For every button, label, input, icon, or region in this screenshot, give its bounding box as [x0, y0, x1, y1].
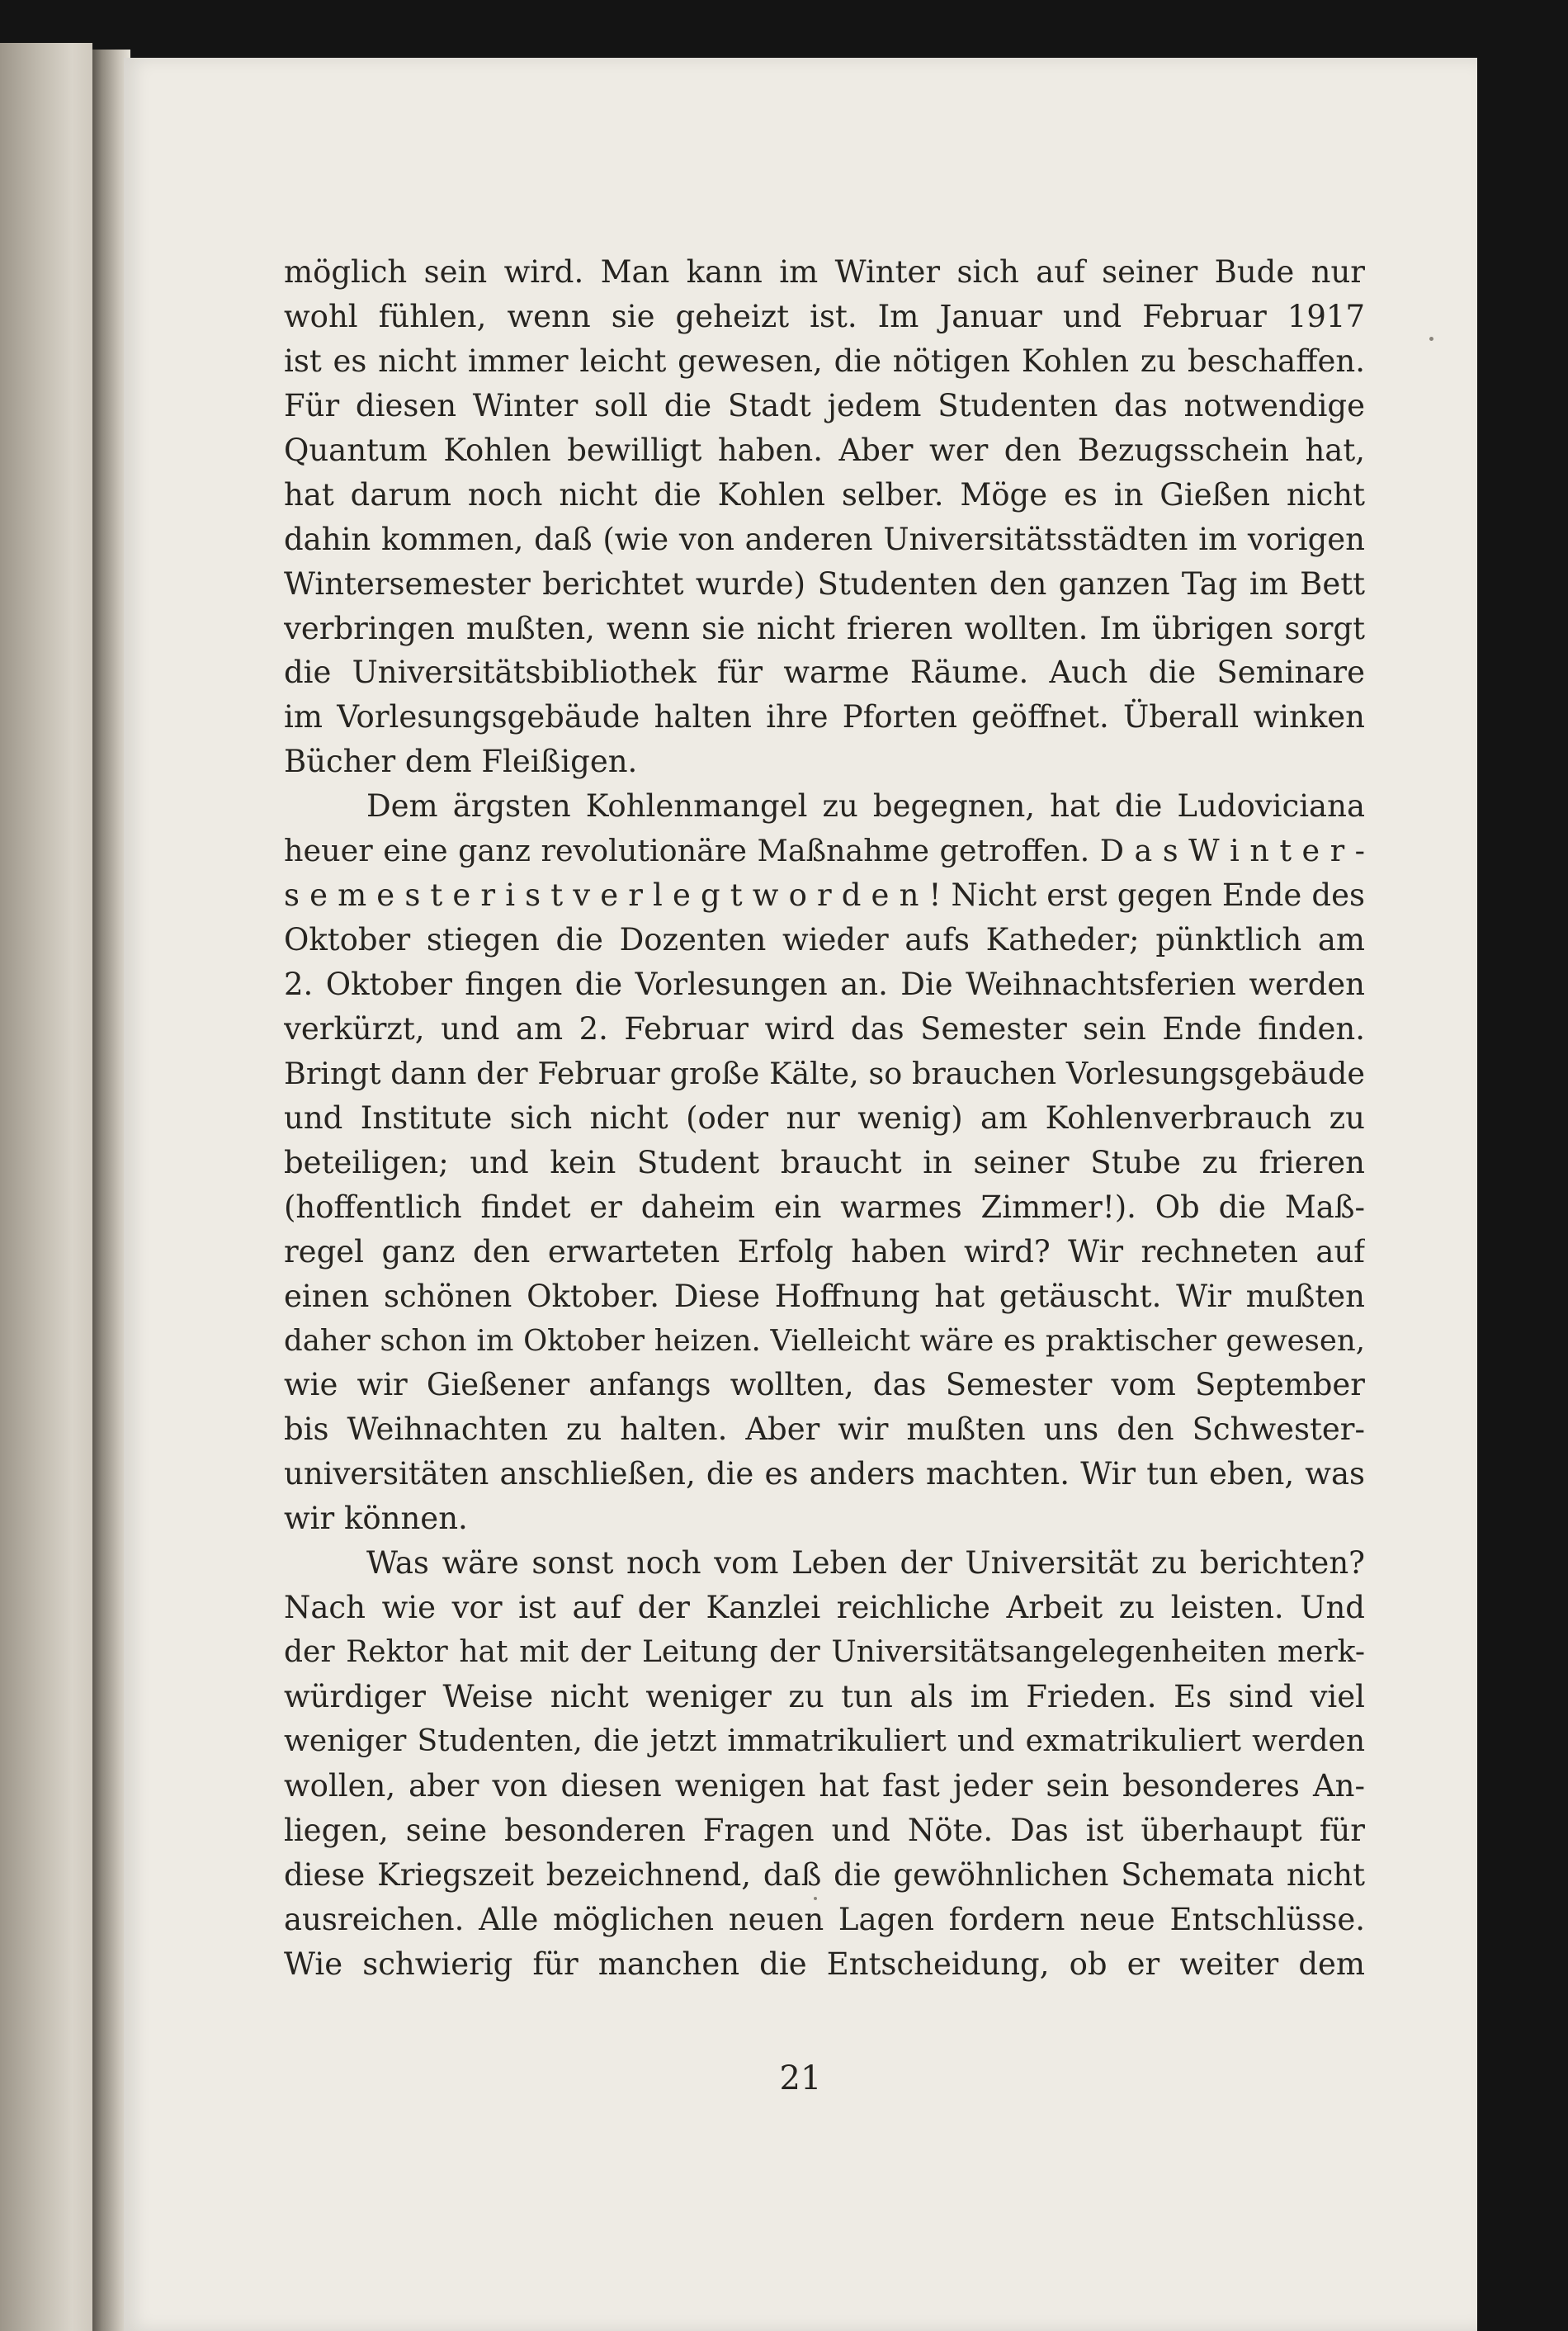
text-line: Oktober stiegen die Dozenten wieder aufs Katheder; pünktlich am	[284, 922, 1365, 958]
text-line: einen schönen Oktober. Diese Hoffnung hat getäuscht. Wir mußten	[284, 1278, 1365, 1314]
text-line: universitäten anschließen, die es anders machten. Wir tun eben, was	[284, 1456, 1365, 1492]
text-line: heuer eine ganz revolutionäre Maßnahme getroffen. D a s W i n t e r -	[284, 833, 1365, 869]
text-line: Bringt dann der Februar große Kälte, so brauchen Vorlesungsgebäude	[284, 1055, 1365, 1091]
text-line: beteiligen; und kein Student braucht in seiner Stube zu frieren	[284, 1144, 1365, 1180]
text-line: ist es nicht immer leicht gewesen, die nötigen Kohlen zu beschaffen.	[284, 343, 1365, 379]
text-line: bis Weihnachten zu halten. Aber wir mußten uns den Schwester-	[284, 1411, 1365, 1448]
text-line: wollen, aber von diesen wenigen hat fast jeder sein besonderes An-	[284, 1767, 1365, 1804]
body-text	[284, 250, 1365, 1987]
text-line: hat darum noch nicht die Kohlen selber. Möge es in Gießen nicht	[284, 476, 1365, 513]
text-line: verkürzt, und am 2. Februar wird das Semester sein Ende finden.	[284, 1010, 1365, 1047]
page-speck	[1429, 337, 1433, 341]
left-page-edge	[0, 43, 92, 2331]
text-line: Wie schwierig für manchen die Entscheidung, ob er weiter dem	[284, 1946, 1365, 1982]
text-line: wohl fühlen, wenn sie geheizt ist. Im Januar und Februar 1917	[284, 298, 1365, 334]
text-line: Quantum Kohlen bewilligt haben. Aber wer den Bezugsschein hat,	[284, 432, 1365, 468]
page-number: 21	[779, 2059, 822, 2097]
text-line: würdiger Weise nicht weniger zu tun als im Frieden. Es sind viel	[284, 1679, 1365, 1714]
text-line: dahin kommen, daß (wie von anderen Universitätsstädten im vorigen	[284, 521, 1365, 557]
text-line: möglich sein wird. Man kann im Winter sich auf seiner Bude nur	[284, 254, 1365, 290]
text-line: weniger Studenten, die jetzt immatrikuliert und exmatrikuliert werden	[284, 1723, 1365, 1758]
text-line: der Rektor hat mit der Leitung der Universitätsangelegenheiten merk-	[284, 1635, 1365, 1670]
book-page	[124, 58, 1477, 2331]
text-line: wir können.	[284, 1501, 468, 1537]
text-line: verbringen mußten, wenn sie nicht frieren wollten. Im übrigen sorgt	[284, 610, 1365, 646]
text-line: Bücher dem Fleißigen.	[284, 744, 638, 780]
text-line: liegen, seine besonderen Fragen und Nöte. Das ist überhaupt für	[284, 1812, 1365, 1848]
text-line: die Universitätsbibliothek für warme Räume. Auch die Seminare	[284, 655, 1365, 691]
text-line: 2. Oktober fingen die Vorlesungen an. Die Weihnachtsferien werden	[284, 967, 1365, 1002]
text-line: diese Kriegszeit bezeichnend, daß die gewöhnlichen Schemata nicht	[284, 1856, 1365, 1893]
text-line: regel ganz den erwarteten Erfolg haben wird? Wir rechneten auf	[284, 1233, 1365, 1270]
text-line: wie wir Gießener anfangs wollten, das Semester vom September	[284, 1367, 1365, 1403]
text-line: ausreichen. Alle möglichen neuen Lagen fordern neue Entschlüsse.	[284, 1901, 1365, 1937]
text-line: daher schon im Oktober heizen. Vielleicht wäre es praktischer gewesen,	[284, 1323, 1365, 1358]
text-line: Wintersemester berichtet wurde) Studenten den ganzen Tag im Bett	[284, 565, 1365, 602]
text-line: Für diesen Winter soll die Stadt jedem Studenten das notwendige	[284, 387, 1365, 423]
text-line: Nach wie vor ist auf der Kanzlei reichliche Arbeit zu leisten. Und	[284, 1590, 1365, 1626]
text-line: (hoffentlich findet er daheim ein warmes Zimmer!). Ob die Maß-	[284, 1189, 1365, 1225]
text-line: im Vorlesungsgebäude halten ihre Pforten geöffnet. Überall winken	[284, 699, 1365, 735]
text-line: Dem ärgsten Kohlenmangel zu begegnen, hat die Ludoviciana	[366, 788, 1365, 825]
text-line: und Institute sich nicht (oder nur wenig) am Kohlenverbrauch zu	[284, 1099, 1365, 1136]
text-line: s e m e s t e r i s t v e r l e g t w o r d e n ! Nicht erst gegen Ende des	[284, 877, 1365, 914]
text-line: Was wäre sonst noch vom Leben der Universität zu berichten?	[366, 1545, 1365, 1582]
